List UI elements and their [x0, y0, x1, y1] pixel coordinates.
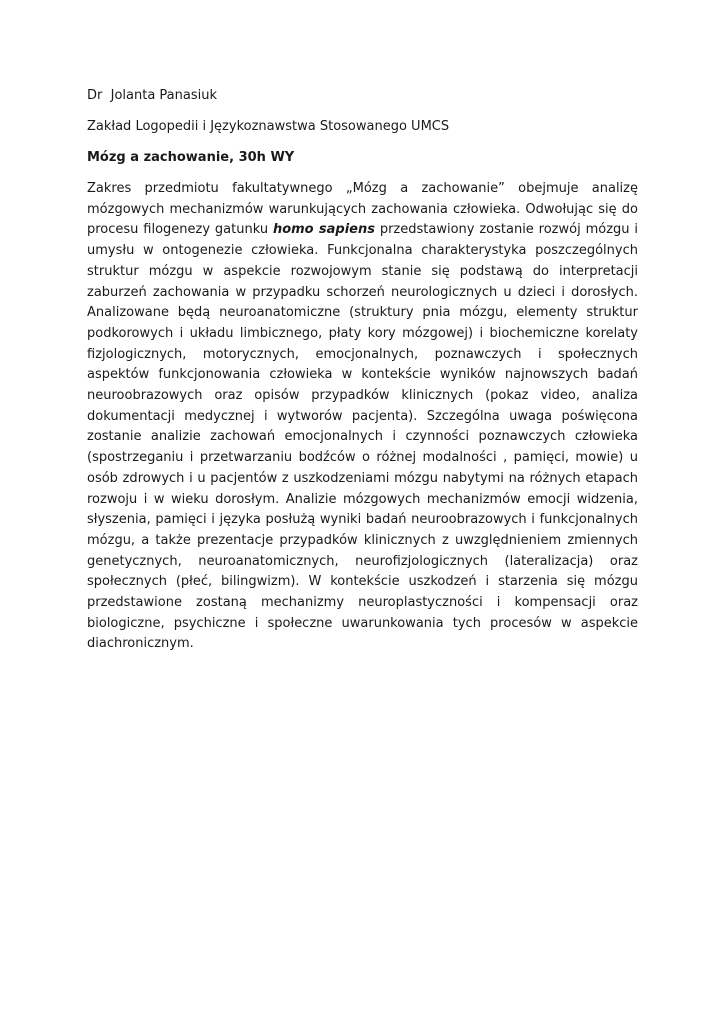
description-text-part1: Zakres przedmiotu fakultatywnego „Mózg a zachowanie” obejmuje analizę mózgowych mechanizmów warunkujących zachowania człowieka. Odwołując się do procesu filogenezy gatunku	[87, 181, 638, 238]
course-title: Mózg a zachowanie, 30h WY	[87, 150, 295, 165]
species-name-emphasis: homo sapiens	[272, 222, 375, 238]
course-description	[87, 179, 638, 655]
description-text-part2: przedstawiony zostanie rozwój mózgu i umysłu w ontogenezie człowieka. Funkcjonalna charakterystyka poszczególnych struktur mózgu w aspekcie rozwojowym stanie się podstawą do interpretacji zaburzeń zachowania w przypadku schorzeń neurologicznych u dzieci i dorosłych. Analizowane będą neuroanatomiczne (struktury pnia mózgu, elementy struktur podkorowych i układu limbicznego, płaty kory mózgowej) i biochemiczne korelaty fizjologicznych, motorycznych, emocjonalnych, poznawczych i społecznych aspektów funkcjonowania człowieka w kontekście wyników najnowszych badań neuroobrazowych oraz opisów przypadków klinicznych (pokaz video, analiza dokumentacji medycznej i wytworów pacjenta). Szczególna uwaga poświęcona zostanie analizie zachowań emocjonalnych i czynności poznawczych człowieka (spostrzeganiu i przetwarzaniu bodźców o różnej modalności , pamięci, mowie) u osób zdrowych i u pacjentów z uszkodzeniami mózgu nabytymi na różnych etapach rozwoju i w wieku dorosłym. Analizie mózgowych mechanizmów emocji widzenia, słyszenia, pamięci i języka posłużą wyniki badań neuroobrazowych i funkcjonalnych mózgu, a także prezentacje przypadków klinicznych z uwzględnieniem zmiennych genetycznych, neuroanatomicznych, neurofizjologicznych (lateralizacja) oraz społecznych (płeć, bilingwizm). W kontekście uszkodzeń i starzenia się mózgu przedstawione zostaną mechanizmy neuroplastyczności i kompensacji oraz biologiczne, psychiczne i społeczne uwarunkowania tych procesów w aspekcie diachronicznym.	[87, 222, 638, 652]
document-page	[87, 86, 638, 655]
author-name: Dr Jolanta Panasiuk	[87, 88, 217, 103]
department-name: Zakład Logopedii i Językoznawstwa Stosowanego UMCS	[87, 119, 450, 134]
